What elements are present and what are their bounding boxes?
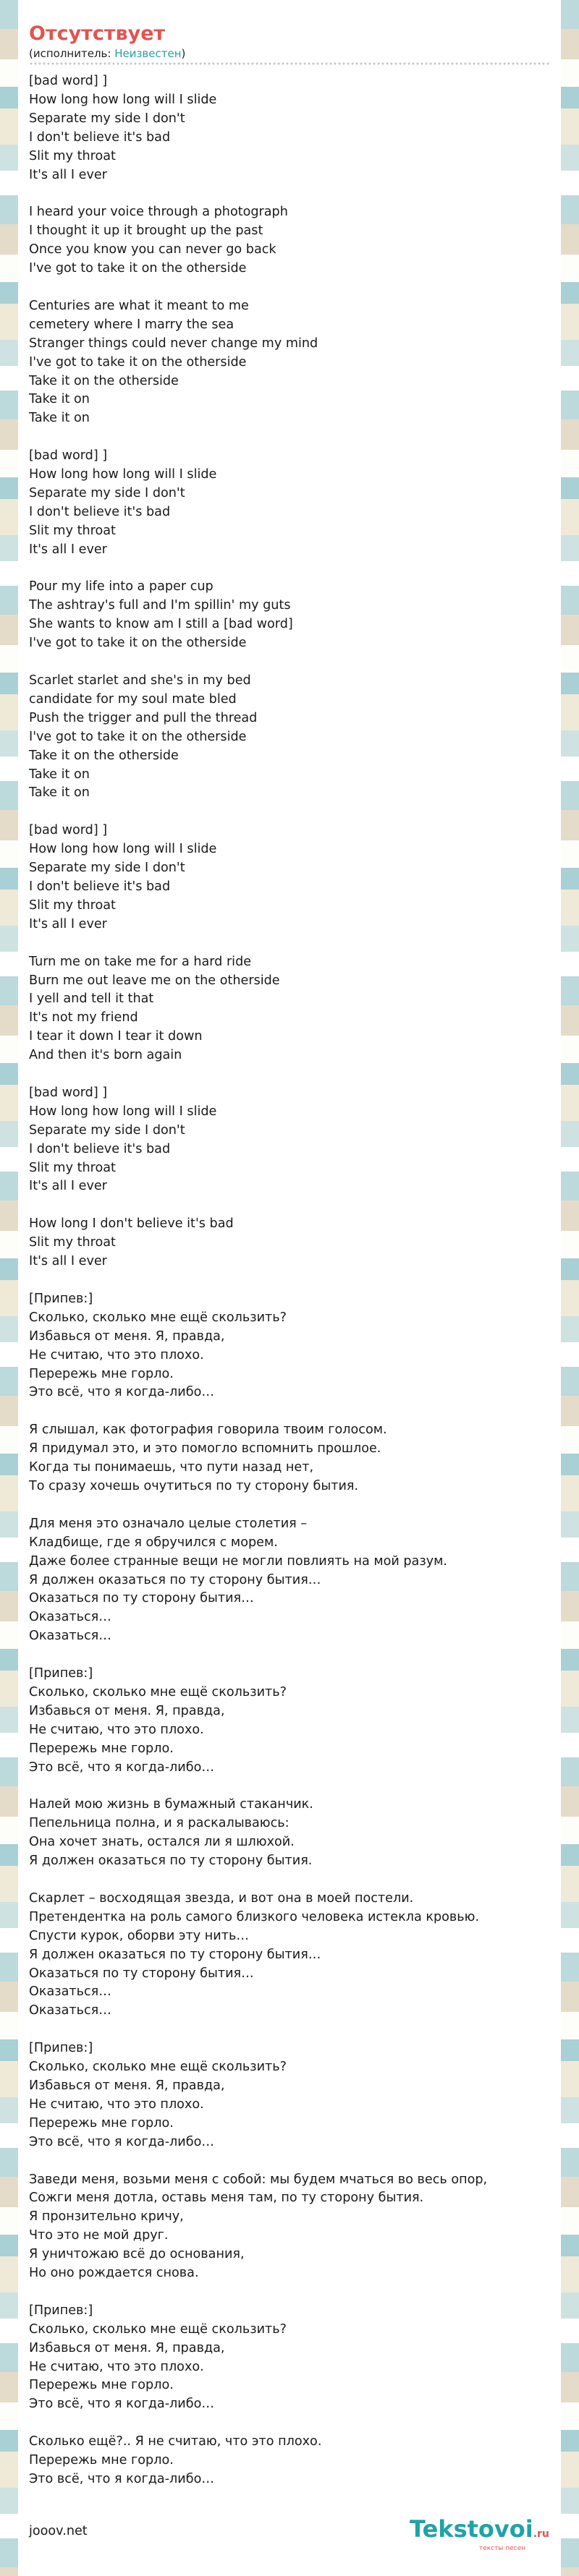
song-subtitle bbox=[29, 46, 550, 61]
logo-tagline: тексты песен bbox=[479, 2545, 526, 2552]
site-logo[interactable] bbox=[410, 2517, 569, 2560]
logo-main-text: Tekstovoi bbox=[410, 2515, 533, 2543]
source-credit: jooov.net bbox=[29, 2524, 88, 2538]
subtitle-prefix: (исполнитель: bbox=[29, 47, 115, 60]
lyrics-text: [bad word] ] How long how long will I slide Separate my side I don't I don't believe it's bad Slit my throat It's all I ever I heard your voice through a photograph I thought it up it brought up the past Once you know you can never go back I've got to take it on the otherside Centuries are what it meant to me cemetery where I marry the sea Stranger things could never change my mind I've got to take it on the otherside Take it on the otherside Take it on Take it on [bad word] ] How long how long will I slide Separate my side I don't I don't believe it's bad Slit my throat It's all I ever Pour my life into a paper cup The ashtray's full and I'm spillin' my guts She wants to know am I still a [bad word] I've got to take it on the otherside Scarlet starlet and she's in my bed candidate for my soul mate bled Push the trigger and pull the thread I've got to take it on the otherside Take it on the otherside Take it on Take it on [bad word] ] How long how long will I slide Separate my side I don't I don't believe it's bad Slit my throat It's all I ever Turn me on take me for a hard ride Burn me out leave me on the otherside I yell and tell it that It's not my friend I tear it down I tear it down And then it's born again [bad word] ] How long how long will I slide Separate my side I don't I don't believe it's bad Slit my throat It's all I ever How long I don't believe it's bad Slit my throat It's all I ever [Припев:] Сколько, сколько мне ещё скользить? Избавься от меня. Я, правда, Не считаю, что это плохо. Перережь мне горло. Это всё, что я когда-либо… Я слышал, как фотография говорила твоим голосом. Я придумал это, и это помогло вспомнить прошлое. Когда ты понимаешь, что пути назад нет, То сразу хочешь очутиться по ту сторону бытия. Для меня это означало целые столетия – Кладбище, где я обручился с морем. Даже более странные вещи не могли повлиять на мой разум. Я должен оказаться по ту сторону бытия… Оказаться по ту сторону бытия… Оказаться… Оказаться… [Припев:] Сколько, сколько мне ещё скользить? Избавься от меня. Я, правда, Не считаю, что это плохо. Перережь мне горло. Это всё, что я когда-либо… Налей мою жизнь в бумажный стаканчик. Пепельница полна, и я раскалываюсь: Она хочет знать, остался ли я шлюхой. Я должен оказаться по ту сторону бытия. Скарлет – восходящая звезда, и вот она в моей постели. Претендентка на роль самого близкого человека истекла кровью. Спусти курок, оборви эту нить… Я должен оказаться по ту сторону бытия… Оказаться по ту сторону бытия… Оказаться… Оказаться… [Припев:] Сколько, сколько мне ещё скользить? Избавься от меня. Я, правда, Не считаю, что это плохо. Перережь мне горло. Это всё, что я когда-либо… Заведи меня, возьми меня с собой: мы будем мчаться во весь опор, Сожги меня дотла, оставь меня там, по ту сторону бытия. Я пронзительно кричу, Что это не мой друг. Я уничтожаю всё до основания, Но оно рождается снова. [Припев:] Сколько, сколько мне ещё скользить? Избавься от меня. Я, правда, Не считаю, что это плохо. Перережь мне горло. Это всё, что я когда-либо… Сколько ещё?.. Я не считаю, что это плохо. Перережь мне горло. Это всё, что я когда-либо… bbox=[29, 74, 488, 2486]
logo-domain-text: .ru bbox=[533, 2528, 549, 2540]
artist-link[interactable]: Неизвестен bbox=[114, 47, 182, 60]
subtitle-suffix: ) bbox=[181, 47, 186, 60]
song-title: Отсутствует bbox=[29, 22, 166, 45]
song-header bbox=[29, 22, 550, 65]
dotted-divider bbox=[29, 62, 550, 65]
